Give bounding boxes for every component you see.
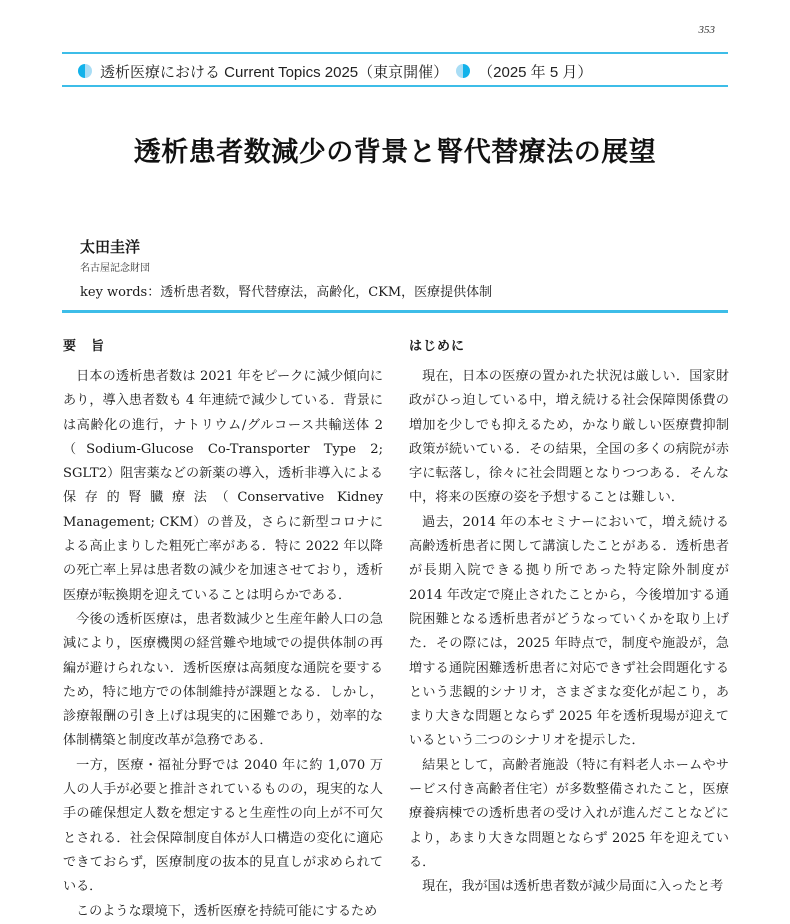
introduction-paragraph: 過去，2014 年の本セミナーにおいて，増え続ける高齢透析患者に関して講演したことがある．透析患者が長期入院できる拠り所であった特定除外制度が 2014 年改定で廃止されたことから，今後増加する通院困難となる透析患者がどうなっていくかを取り上げた．その際には，2025 年時点で，制度や施設が，急増する通院困難透析患者に対応できず社会問題化するという悲観的シナリオ，さまざまな変化が起こり，あまり大きな問題とならず 2025 年を透析現場が迎えているという二つのシナリオを提示した． bbox=[409, 514, 729, 749]
introduction-paragraph: 現在，我が国は透析患者数が減少局面に入ったと考 bbox=[422, 879, 724, 895]
series-date: （2025 年 5 月） bbox=[478, 63, 593, 81]
header-rule-top bbox=[62, 52, 728, 54]
page-number: 353 bbox=[698, 24, 715, 36]
abstract-paragraph: 一方，医療・福祉分野では 2040 年に約 1,070 万人の人手が必要と推計されているものの，現実的な人手の確保想定人数を想定すると生産性の向上が不可欠とされる．社会保障制度自体が人口構造の変化に適応できておらず，医療制度の抜本的見直しが求められている． bbox=[63, 757, 383, 895]
introduction-column bbox=[409, 335, 729, 900]
abstract-paragraph: 日本の透析患者数は 2021 年をピークに減少傾向にあり，導入患者数も 4 年連続で減少している．背景には高齢化の進行，ナトリウム/グルコース共輸送体 2（Sodium-Glucose Co-Transporter Type 2; SGLT2）阻害薬などの新薬の導入，透析非導入による保存的腎臓療法（Conservative Kidney Management; CKM）の普及，さらに新型コロナによる高止まりした粗死亡率がある．特に 2022 年以降の死亡率上昇は患者数の減少を加速させており，透析医療が転換期を迎えていることは明らかである． bbox=[63, 369, 383, 603]
keywords-rule bbox=[62, 310, 728, 313]
half-circle-icon bbox=[456, 64, 470, 78]
introduction-heading: はじめに bbox=[409, 339, 466, 354]
author-name: 太田圭洋 bbox=[80, 238, 141, 256]
series-title: 透析医療における Current Topics 2025（東京開催） bbox=[100, 63, 449, 81]
abstract-column bbox=[63, 335, 383, 924]
series-header bbox=[78, 60, 592, 82]
abstract-paragraph: 今後の透析医療は，患者数減少と生産年齢人口の急減により，医療機関の経営難や地域での提供体制の再編が避けられない．透析医療は高頻度な通院を要するため，特に地方での体制維持が課題となる．しかし，診療報酬の引き上げは現実的に困難であり，効率的な体制構築と制度改革が急務である． bbox=[63, 611, 383, 749]
abstract-paragraph: このような環境下，透析医療を持続可能にするため bbox=[76, 903, 378, 919]
header-rule-bottom bbox=[62, 85, 728, 87]
author-affiliation: 名古屋記念財団 bbox=[80, 263, 150, 274]
introduction-paragraph: 現在，日本の医療の置かれた状況は厳しい．国家財政がひっ迫している中，増え続ける社会保障関係費の増加を少しでも抑えるため，かなり厳しい医療費抑制政策が続いている．その結果，全国の多くの病院が赤字に転落し，徐々に社会問題となりつつある．そんな中，将来の医療の姿を予想することは難しい． bbox=[409, 369, 729, 506]
abstract-heading: 要 旨 bbox=[63, 339, 106, 354]
half-circle-icon bbox=[78, 64, 92, 78]
introduction-paragraph: 結果として，高齢者施設（特に有料老人ホームやサービス付き高齢者住宅）が多数整備されたこと，医療療養病棟での透析患者の受け入れが進んだことなどにより，あまり大きな問題とならず 2025 年を迎えている． bbox=[409, 757, 729, 870]
article-title: 透析患者数減少の背景と腎代替療法の展望 bbox=[133, 137, 657, 168]
keywords: key words：透析患者数，腎代替療法，高齢化，CKM，医療提供体制 bbox=[80, 285, 493, 300]
